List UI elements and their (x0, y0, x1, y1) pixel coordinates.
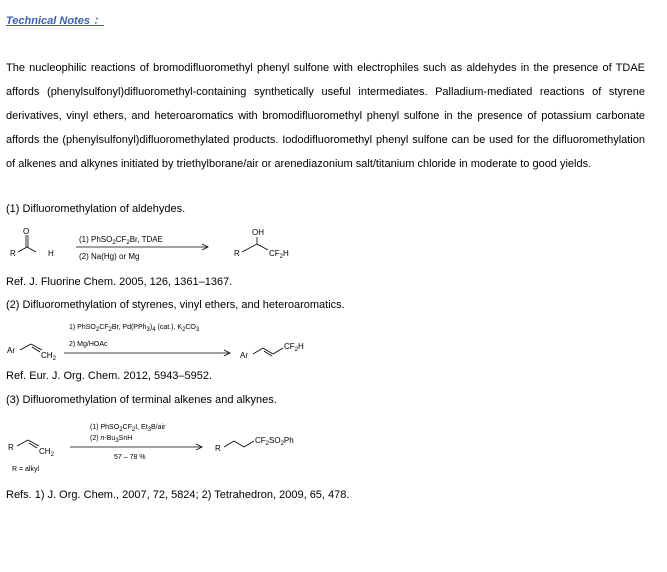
scheme-3-product-cf2so2ph: $CF_2SO_2Ph$ (255, 436, 294, 447)
scheme-2-reactant-ar: Ar (7, 346, 15, 355)
section-1-title: (1) Difluoromethylation of aldehydes. (6, 203, 186, 215)
scheme-3-reactant-r: R (8, 443, 14, 452)
scheme-3-yield: 57 – 78 % (114, 454, 146, 461)
scheme-1-product-oh: OH (252, 228, 264, 237)
scheme-2-condition-2: 2) Mg/HOAc (69, 341, 108, 348)
intro-paragraph: The nucleophilic reactions of bromodifluoromethyl phenyl sulfone with electrophiles such as aldehydes in the presence of TDAE affords (phenylsulfonyl)difluoromethyl-containing synthetically useful intermediates. Palladium-mediated reactions of styrene derivatives, vinyl ethers, and heteroaromatics with bromodifluoromethyl phenyl sulfone in the presence of potassium carbonate affords the (phenylsulfonyl)difluoromethylated products. Iododifluoromethyl phenyl sulfone can be used for the difluoromethylation of alkenes and alkynes initiated by triethylborane/air or arenediazonium salt/titanium chloride in moderate to good yields. (6, 62, 645, 170)
scheme-1-aldehyde-reaction (6, 226, 336, 266)
section-3-title: (3) Difluoromethylation of terminal alkenes and alkynes. (6, 394, 277, 406)
section-2-reference: Ref. Eur. J. Org. Chem. 2012, 5943–5952. (6, 370, 213, 382)
scheme-3-reactant-ch2: $CH_2$ (39, 447, 54, 458)
scheme-2-reactant-ch2: $CH_2$ (41, 351, 56, 362)
scheme-1-condition-1: (1) $PhSO_2CF_2Br$, TDAE (79, 235, 163, 246)
references-line: Refs. 1) J. Org. Chem., 2007, 72, 5824; 2) Tetrahedron, 2009, 65, 478. (6, 489, 350, 501)
technical-notes-heading: Technical Notes ： (6, 15, 105, 27)
scheme-3-condition-2: (2) n-Bu3SnH (90, 435, 133, 444)
section-2-title: (2) Difluoromethylation of styrenes, vinyl ethers, and heteroaromatics. (6, 299, 345, 311)
scheme-1-reactant-o: O (23, 227, 30, 236)
scheme-1-product-r: R (234, 249, 240, 258)
scheme-1-condition-2: (2) Na(Hg) or Mg (79, 252, 140, 261)
scheme-2-product-ar: Ar (240, 351, 248, 360)
section-1-reference: Ref. J. Fluorine Chem. 2005, 126, 1361–1367. (6, 276, 233, 288)
scheme-1-product-cf2h: $CF_2H$ (269, 249, 289, 260)
scheme-3-alkene-reaction (6, 420, 336, 476)
scheme-2-styrene-reaction (6, 318, 336, 362)
scheme-1-reactant-r: R (10, 249, 16, 258)
scheme-3-r-note: R = alkyl (12, 466, 40, 473)
scheme-3-product-r: R (215, 444, 221, 453)
scheme-3-condition-1: (1) PhSO2CF2I, Et3B/air (90, 424, 166, 433)
scheme-2-condition-1: 1) PhSO2CF2Br, Pd(PPh3)4 (cat.), K2CO3 (69, 324, 200, 333)
scheme-1-reactant-h: H (48, 249, 54, 258)
scheme-2-product-cf2h: $CF_2H$ (284, 342, 304, 353)
